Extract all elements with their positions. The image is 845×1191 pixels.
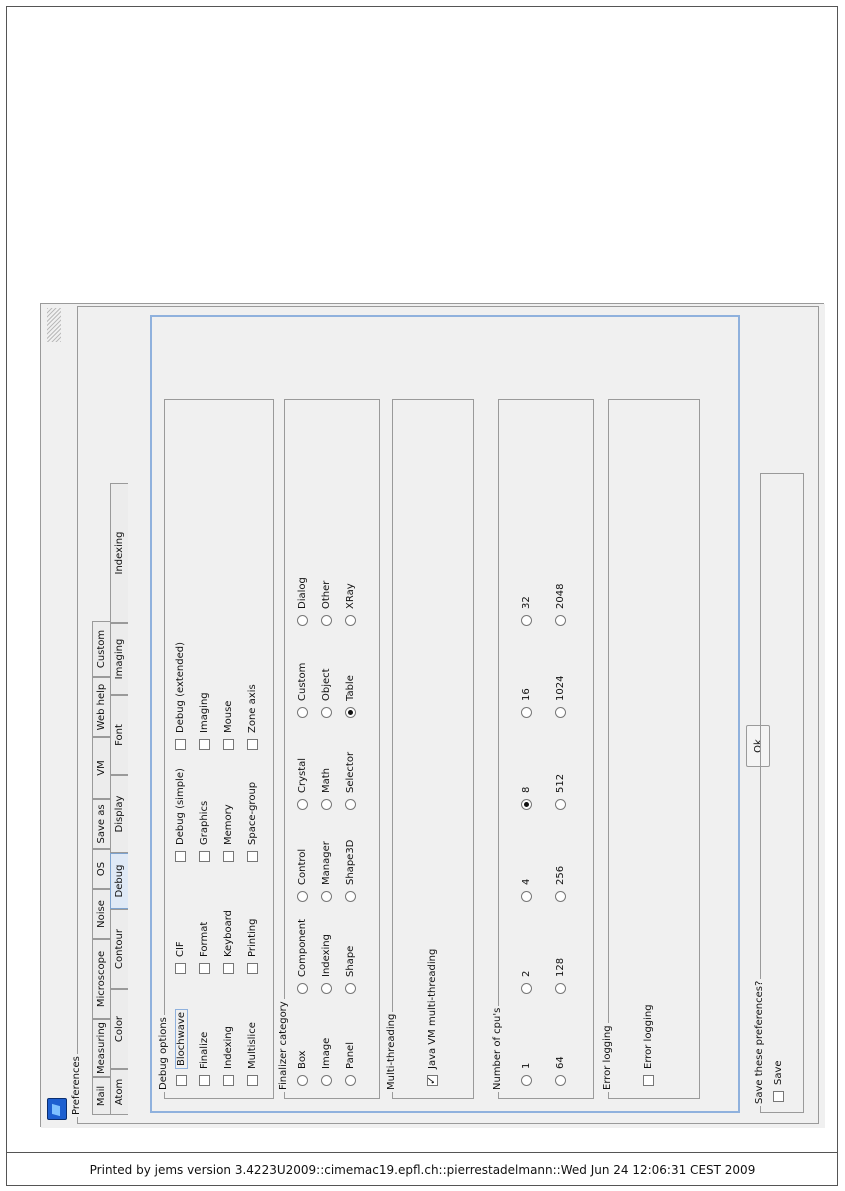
finalizer-label: Image: [321, 1037, 332, 1069]
tab-row-front: [110, 483, 128, 1115]
checkbox[interactable]: [247, 739, 258, 750]
radio-button[interactable]: [297, 983, 308, 994]
error-logging-checkbox[interactable]: [643, 1075, 654, 1086]
cpu-count-label: 32: [521, 596, 532, 609]
preferences-label: Preferences: [71, 1056, 82, 1115]
error-logging-label: Error logging: [643, 1004, 654, 1069]
resize-grip[interactable]: [47, 308, 61, 342]
finalizer-label: Other: [321, 580, 332, 609]
checkbox[interactable]: [176, 1075, 187, 1086]
checkbox[interactable]: [175, 739, 186, 750]
cpu-count-label: 8: [521, 786, 532, 793]
radio-button[interactable]: [555, 983, 566, 994]
debug-option-label: Imaging: [199, 692, 210, 733]
debug-option-cif[interactable]: [175, 941, 186, 974]
radio-button[interactable]: [297, 891, 308, 902]
cpu-count-label: 2048: [555, 583, 566, 609]
checkbox[interactable]: [223, 739, 234, 750]
finalizer-control[interactable]: [297, 849, 308, 902]
debug-option-imaging[interactable]: [199, 692, 210, 750]
radio-button[interactable]: [345, 615, 356, 626]
radio-button[interactable]: [345, 1075, 356, 1086]
cpu-count-title: Number of cpu's: [492, 1007, 503, 1090]
debug-option-label: Debug (simple): [175, 768, 186, 845]
cpu-count-128[interactable]: [555, 958, 566, 994]
debug-option-graphics[interactable]: [199, 801, 210, 862]
cpu-count-2[interactable]: [521, 971, 532, 994]
debug-option-indexing[interactable]: [223, 1026, 234, 1086]
finalizer-label: Manager: [321, 841, 332, 885]
cpu-count-label: 4: [521, 878, 532, 885]
radio-button[interactable]: [297, 799, 308, 810]
radio-button[interactable]: [555, 891, 566, 902]
debug-option-memory[interactable]: [223, 804, 234, 862]
finalizer-xray[interactable]: [345, 583, 356, 626]
checkbox[interactable]: [199, 1075, 210, 1086]
finalizer-label: Custom: [297, 662, 308, 701]
finalizer-label: XRay: [345, 583, 356, 609]
tab-measuring[interactable]: Measuring: [92, 1019, 110, 1077]
finalizer-table[interactable]: [345, 675, 356, 718]
debug-options-box: [158, 399, 274, 1099]
cpu-count-64[interactable]: [555, 1056, 566, 1086]
radio-button[interactable]: [521, 891, 532, 902]
tab-vm-memory[interactable]: VM: [92, 737, 110, 799]
finalizer-category-box: [278, 399, 380, 1099]
cpu-count-label: 16: [521, 688, 532, 701]
debug-option-format[interactable]: [199, 922, 210, 974]
finalizer-manager[interactable]: [321, 841, 332, 902]
debug-option-label: Space-group: [247, 781, 258, 845]
save-checkbox[interactable]: [773, 1091, 784, 1102]
tab-save-as[interactable]: Save as: [92, 799, 110, 849]
debug-tab-content: [150, 315, 740, 1113]
multithreading-box: [386, 399, 474, 1099]
cpu-count-label: 1: [521, 1062, 532, 1069]
radio-button[interactable]: [297, 707, 308, 718]
debug-option-label: Graphics: [199, 800, 210, 845]
radio-button[interactable]: [321, 615, 332, 626]
tab-indexing[interactable]: Indexing: [110, 483, 128, 623]
finalizer-selector[interactable]: [345, 752, 356, 810]
debug-option-printing[interactable]: [247, 919, 258, 974]
radio-button[interactable]: [345, 891, 356, 902]
finalizer-label: Dialog: [297, 577, 308, 609]
cpu-count-1024[interactable]: [555, 676, 566, 718]
cpu-count-label: 1024: [555, 675, 566, 701]
finalizer-label: Control: [297, 848, 308, 885]
debug-option-debug-extended[interactable]: [175, 642, 186, 750]
multithreading-title: Multi-threading: [386, 1013, 397, 1090]
tab-custom[interactable]: Custom: [92, 621, 110, 677]
checkbox[interactable]: [223, 1075, 234, 1086]
debug-option-finalize[interactable]: [199, 1032, 210, 1086]
debug-option-keyboard[interactable]: [223, 910, 234, 974]
debug-option-label: Printing: [247, 918, 258, 957]
cpu-count-16[interactable]: [521, 688, 532, 718]
debug-option-debug-simple[interactable]: [175, 768, 186, 862]
finalizer-shape[interactable]: [345, 946, 356, 994]
radio-button[interactable]: [555, 799, 566, 810]
radio-button[interactable]: [521, 615, 532, 626]
radio-button[interactable]: [297, 615, 308, 626]
debug-option-multislice[interactable]: [247, 1022, 258, 1086]
save-label: Save: [773, 1060, 784, 1085]
checkbox[interactable]: [199, 739, 210, 750]
app-icon: [47, 1098, 67, 1120]
radio-button[interactable]: [345, 799, 356, 810]
debug-option-label: Memory: [223, 804, 234, 845]
tab-debug[interactable]: Debug: [110, 853, 128, 909]
debug-option-label: Zone axis: [247, 684, 258, 733]
cpu-count-256[interactable]: [555, 866, 566, 902]
finalizer-category-title: Finalizer category: [278, 1001, 289, 1090]
tab-web-help[interactable]: Web help: [92, 677, 110, 737]
finalizer-label: Object: [321, 668, 332, 701]
cpu-count-2048[interactable]: [555, 584, 566, 626]
finalizer-label: Selector: [345, 751, 356, 793]
save-checkbox-row[interactable]: [773, 1060, 784, 1102]
radio-button[interactable]: [555, 615, 566, 626]
radio-button[interactable]: [521, 707, 532, 718]
tab-contour[interactable]: Contour: [110, 909, 128, 989]
footer-rule: [6, 1152, 838, 1153]
cpu-count-32[interactable]: [521, 596, 532, 626]
debug-option-label: Multislice: [247, 1022, 258, 1069]
cpu-count-1[interactable]: [521, 1063, 532, 1086]
preferences-group: [71, 306, 819, 1124]
checkbox[interactable]: [223, 851, 234, 862]
radio-button[interactable]: [555, 1075, 566, 1086]
radio-button[interactable]: [321, 799, 332, 810]
cpu-count-label: 128: [555, 957, 566, 977]
radio-button[interactable]: [345, 983, 356, 994]
checkbox[interactable]: [223, 963, 234, 974]
finalizer-crystal[interactable]: [297, 758, 308, 810]
finalizer-label: Table: [345, 675, 356, 701]
checkbox[interactable]: [247, 1075, 258, 1086]
tab-microscope[interactable]: Microscope: [92, 939, 110, 1019]
debug-option-space-group[interactable]: [247, 782, 258, 862]
checkbox[interactable]: [175, 963, 186, 974]
finalizer-dialog[interactable]: [297, 577, 308, 626]
finalizer-label: Panel: [345, 1042, 356, 1069]
tab-color[interactable]: Color: [110, 989, 128, 1069]
cpu-count-label: 512: [555, 773, 566, 793]
ok-button[interactable]: Ok: [746, 725, 770, 767]
cpu-count-label: 256: [555, 865, 566, 885]
debug-option-blochwave[interactable]: [175, 1009, 188, 1086]
tab-display[interactable]: Display: [110, 775, 128, 853]
tab-noise[interactable]: Noise: [92, 889, 110, 939]
finalizer-label: Shape3D: [345, 839, 356, 885]
radio-button[interactable]: [321, 891, 332, 902]
tab-row-back: [92, 621, 110, 1115]
cpu-count-label: 2: [521, 970, 532, 977]
cpu-count-box: [492, 399, 594, 1099]
radio-button[interactable]: [555, 707, 566, 718]
finalizer-shape3d[interactable]: [345, 840, 356, 902]
radio-button[interactable]: [297, 1075, 308, 1086]
radio-button[interactable]: [321, 983, 332, 994]
finalizer-math[interactable]: [321, 768, 332, 810]
tab-imaging[interactable]: Imaging: [110, 623, 128, 695]
finalizer-other[interactable]: [321, 581, 332, 626]
debug-option-label: Mouse: [223, 700, 234, 733]
tab-os[interactable]: OS: [92, 849, 110, 889]
debug-option-mouse[interactable]: [223, 701, 234, 750]
finalizer-label: Component: [297, 918, 308, 977]
finalizer-panel[interactable]: [345, 1042, 356, 1086]
error-logging-box: [602, 399, 700, 1099]
finalizer-indexing[interactable]: [321, 934, 332, 994]
checkbox[interactable]: [247, 963, 258, 974]
tab-atom[interactable]: Atom: [110, 1069, 128, 1115]
debug-option-label: CIF: [175, 941, 186, 957]
finalizer-label: Crystal: [297, 757, 308, 793]
preferences-dialog: [41, 304, 825, 1128]
debug-option-label: Finalize: [199, 1031, 210, 1069]
finalizer-label: Indexing: [321, 934, 332, 977]
debug-option-zone-axis[interactable]: [247, 684, 258, 750]
radio-button[interactable]: [345, 707, 356, 718]
cpu-count-512[interactable]: [555, 774, 566, 810]
debug-option-label: Format: [199, 921, 210, 957]
radio-button[interactable]: [521, 983, 532, 994]
tab-mail[interactable]: Mail: [92, 1077, 110, 1115]
debug-option-label: Debug (extended): [175, 641, 186, 733]
cpu-count-8[interactable]: [521, 787, 532, 810]
radio-button[interactable]: [321, 707, 332, 718]
finalizer-custom[interactable]: [297, 663, 308, 718]
finalizer-image[interactable]: [321, 1038, 332, 1086]
radio-button[interactable]: [521, 1075, 532, 1086]
print-footer: Printed by jems version 3.4223U2009::cimemac19.epfl.ch::pierrestadelmann::Wed Jun 24 12:06:31 CEST 2009: [89, 1163, 756, 1177]
save-preferences-title: Save these preferences?: [754, 980, 765, 1104]
radio-button[interactable]: [321, 1075, 332, 1086]
java-vm-multithreading-checkbox[interactable]: [427, 1075, 438, 1086]
cpu-count-4[interactable]: [521, 879, 532, 902]
finalizer-box[interactable]: [297, 1050, 308, 1086]
cpu-count-label: 64: [555, 1056, 566, 1069]
debug-option-label: Blochwave: [175, 1009, 188, 1069]
finalizer-label: Shape: [345, 945, 356, 977]
tab-font[interactable]: Font: [110, 695, 128, 775]
java-vm-multithreading-label: Java VM multi-threading: [427, 948, 438, 1069]
checkbox[interactable]: [175, 851, 186, 862]
radio-button[interactable]: [521, 799, 532, 810]
debug-options-title: Debug options: [158, 1017, 169, 1090]
checkbox[interactable]: [247, 851, 258, 862]
finalizer-object[interactable]: [321, 668, 332, 718]
debug-option-label: Keyboard: [223, 909, 234, 957]
error-logging-row[interactable]: [643, 1004, 654, 1086]
error-logging-title: Error logging: [602, 1025, 613, 1090]
finalizer-label: Box: [297, 1050, 308, 1069]
finalizer-label: Math: [321, 767, 332, 793]
java-vm-multithreading-row[interactable]: [427, 949, 438, 1086]
checkbox[interactable]: [199, 851, 210, 862]
preferences-screenshot: [40, 303, 824, 1127]
debug-option-label: Indexing: [223, 1026, 234, 1069]
checkbox[interactable]: [199, 963, 210, 974]
finalizer-component[interactable]: [297, 919, 308, 994]
